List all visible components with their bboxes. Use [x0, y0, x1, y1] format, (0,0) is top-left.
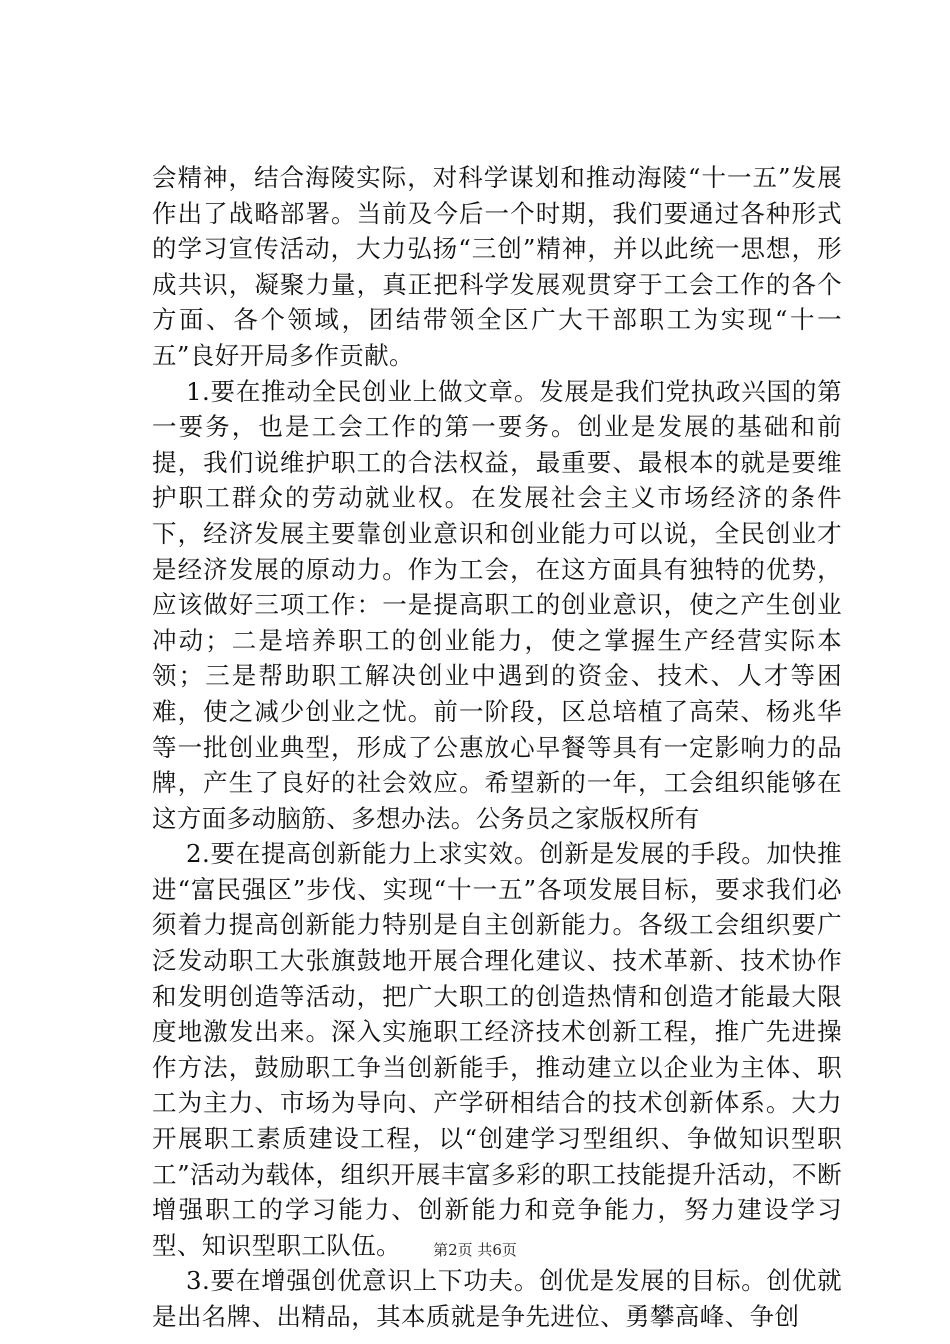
page-number-footer: 第2页 共6页	[433, 1241, 517, 1259]
document-body	[152, 160, 842, 1335]
paragraph-point-1-entrepreneurship: 1.要在推动全民创业上做文章。发展是我们党执政兴国的第一要务，也是工会工作的第一要务。创业是发展的基础和前提，我们说维护职工的合法权益，最重要、最根本的就是要维护职工群众的劳动就业权。在发展社会主义市场经济的条件下，经济发展主要靠创业意识和创业能力可以说，全民创业才是经济发展的原动力。作为工会，在这方面具有独特的优势，应该做好三项工作：一是提高职工的创业意识，使之产生创业冲动；二是培养职工的创业能力，使之掌握生产经营实际本领；三是帮助职工解决创业中遇到的资金、技术、人才等困难，使之减少创业之忧。前一阶段，区总培植了高荣、杨兆华等一批创业典型，形成了公惠放心早餐等具有一定影响力的品牌，产生了良好的社会效应。希望新的一年，工会组织能够在这方面多动脑筋、多想办法。公务员之家版权所有	[152, 376, 842, 833]
paragraph-point-2-innovation: 2.要在提高创新能力上求实效。创新是发展的手段。加快推进“富民强区”步伐、实现“十一五”各项发展目标，要求我们必须着力提高创新能力特别是自主创新能力。各级工会组织要广泛发动职工大张旗鼓地开展合理化建议、技术革新、技术协作和发明创造等活动，把广大职工的创造热情和创造才能最大限度地激发出来。深入实施职工经济技术创新工程，推广先进操作方法，鼓励职工争当创新能手，推动建立以企业为主体、职工为主力、市场为导向、产学研相结合的技术创新体系。大力开展职工素质建设工程，以“创建学习型组织、争做知识型职工”活动为载体，组织开展丰富多彩的职工技能提升活动，不断增强职工的学习能力、创新能力和竞争能力，努力建设学习型、知识型职工队伍。	[152, 839, 842, 1260]
paragraph-intro-continuation: 会精神，结合海陵实际，对科学谋划和推动海陵“十一五”发展作出了战略部署。当前及今后一个时期，我们要通过各种形式的学习宣传活动，大力弘扬“三创”精神，并以此统一思想，形成共识，凝聚力量，真正把科学发展观贯穿于工会工作的各个方面、各个领域，团结带领全区广大干部职工为实现“十一五”良好开局多作贡献。	[152, 163, 842, 370]
paragraph-point-3-excellence: 3.要在增强创优意识上下功夫。创优是发展的目标。创优就是出名牌、出精品，其本质就是争先进位、勇攀高峰、争创	[152, 1266, 842, 1331]
